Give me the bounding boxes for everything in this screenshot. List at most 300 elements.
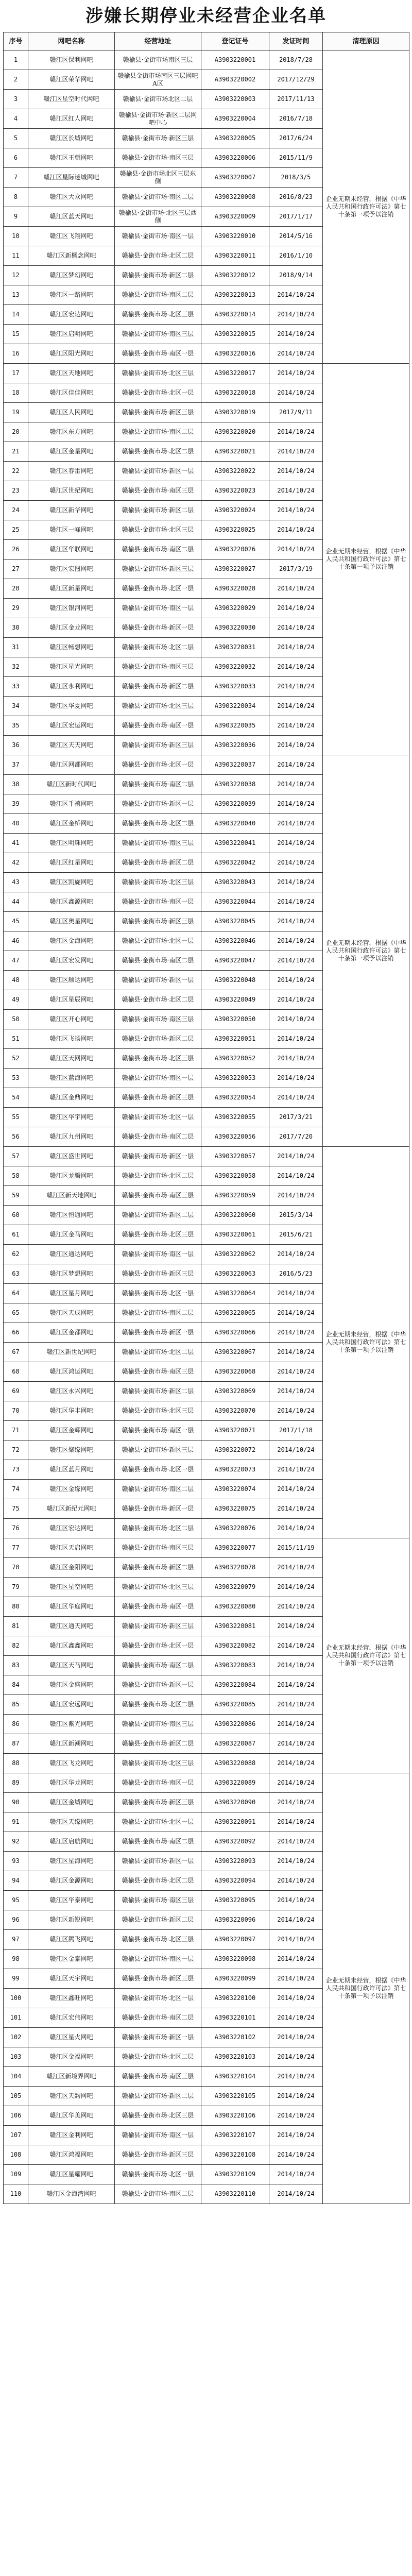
address-cell: 赣榆县·金街市场·北区一层	[115, 931, 201, 951]
row-number-cell: 26	[4, 540, 28, 560]
issue-date-cell: 2014/10/24	[269, 1186, 323, 1206]
issue-date-cell: 2014/10/24	[269, 814, 323, 834]
cafe-name-cell: 赣江区金马网吧	[28, 1225, 115, 1245]
registration-number-cell: A3903220094	[201, 1871, 269, 1891]
address-cell: 赣榆县·金街市场·南区一层	[115, 1773, 201, 1793]
address-cell: 赣榆县·金街市场·南区三层	[115, 1715, 201, 1734]
registration-number-cell: A3903220097	[201, 1930, 269, 1950]
row-number-cell: 96	[4, 1910, 28, 1930]
registration-number-cell: A3903220074	[201, 1480, 269, 1499]
issue-date-cell: 2014/10/24	[269, 1695, 323, 1715]
registration-number-cell: A3903220099	[201, 1969, 269, 1989]
row-number-cell: 56	[4, 1127, 28, 1147]
address-cell: 赣榆县·金街市场·北区三层	[115, 1049, 201, 1069]
row-number-cell: 33	[4, 677, 28, 697]
cafe-name-cell: 赣江区天网网吧	[28, 1049, 115, 1069]
address-cell: 赣榆县·金街市场·北区三层	[115, 1401, 201, 1421]
address-cell: 赣榆县·金街市场·北区二层	[115, 1166, 201, 1186]
address-cell: 赣榆县·金街市场·南区二层	[115, 2184, 201, 2204]
issue-date-cell: 2014/10/24	[269, 501, 323, 520]
registration-number-cell: A3903220061	[201, 1225, 269, 1245]
issue-date-cell: 2014/10/24	[269, 1656, 323, 1675]
registration-number-cell: A3903220109	[201, 2165, 269, 2184]
issue-date-cell: 2014/10/24	[269, 2047, 323, 2067]
row-number-cell: 44	[4, 892, 28, 912]
address-cell: 赣榆县·金街市场北区三层东侧	[115, 168, 201, 188]
cafe-name-cell: 赣江区天韵网吧	[28, 2087, 115, 2106]
issue-date-cell: 2014/10/24	[269, 1519, 323, 1538]
registration-number-cell: A3903220105	[201, 2087, 269, 2106]
registration-number-cell: A3903220078	[201, 1558, 269, 1578]
registration-number-cell: A3903220051	[201, 1029, 269, 1049]
cafe-name-cell: 赣江区金都网吧	[28, 1323, 115, 1343]
row-number-cell: 16	[4, 344, 28, 364]
cafe-name-cell: 赣江区龙腾网吧	[28, 1166, 115, 1186]
cafe-name-cell: 赣江区宏达网吧	[28, 305, 115, 325]
issue-date-cell: 2014/10/24	[269, 971, 323, 990]
row-number-cell: 88	[4, 1754, 28, 1773]
registration-number-cell: A3903220058	[201, 1166, 269, 1186]
registration-number-cell: A3903220025	[201, 520, 269, 540]
registration-number-cell: A3903220071	[201, 1421, 269, 1440]
issue-date-cell: 2014/10/24	[269, 775, 323, 794]
cafe-name-cell: 赣江区金阳网吧	[28, 1558, 115, 1578]
address-cell: 赣榆县·金街市场·南区三层	[115, 1538, 201, 1558]
issue-date-cell: 2014/10/24	[269, 1793, 323, 1812]
address-cell: 赣榆县·金街市场·新区一层	[115, 462, 201, 481]
cafe-name-cell: 赣江区宏达网吧	[28, 1519, 115, 1538]
cafe-name-cell: 赣江区阳光网吧	[28, 344, 115, 364]
issue-date-cell: 2014/10/24	[269, 1303, 323, 1323]
address-cell: 赣榆县·金街市场·北区三层	[115, 697, 201, 716]
issue-date-cell: 2014/10/24	[269, 1480, 323, 1499]
issue-date-cell: 2014/10/24	[269, 383, 323, 403]
row-number-cell: 32	[4, 657, 28, 677]
registration-number-cell: A3903220062	[201, 1245, 269, 1264]
address-cell: 赣榆县·金街市场北区二层	[115, 90, 201, 109]
address-cell: 赣榆县·金街市场·南区三层	[115, 148, 201, 168]
issue-date-cell: 2018/9/14	[269, 266, 323, 285]
address-cell: 赣榆县·金街市场·新区三层	[115, 1264, 201, 1284]
address-cell: 赣榆县·金街市场·南区三层	[115, 1362, 201, 1382]
row-number-cell: 19	[4, 403, 28, 422]
address-cell: 赣榆县·金街市场·新区二层	[115, 1382, 201, 1401]
registration-number-cell: A3903220081	[201, 1617, 269, 1636]
registration-number-cell: A3903220013	[201, 285, 269, 305]
registration-number-cell: A3903220075	[201, 1499, 269, 1519]
issue-date-cell: 2014/10/24	[269, 2008, 323, 2028]
issue-date-cell: 2014/10/24	[269, 853, 323, 873]
address-cell: 赣榆县·金街市场·新区二层	[115, 677, 201, 697]
cafe-name-cell: 赣江区星火网吧	[28, 2028, 115, 2047]
issue-date-cell: 2014/10/24	[269, 618, 323, 638]
address-cell: 赣榆县·金街市场·新区三层	[115, 2145, 201, 2165]
row-number-cell: 76	[4, 1519, 28, 1538]
row-number-cell: 5	[4, 129, 28, 148]
row-number-cell: 107	[4, 2126, 28, 2145]
row-number-cell: 58	[4, 1166, 28, 1186]
address-cell: 赣榆县金街市场南区三层网吧A区	[115, 70, 201, 90]
address-cell: 赣榆县·金街市场·新区三层	[115, 403, 201, 422]
issue-date-cell: 2014/10/24	[269, 1049, 323, 1069]
cafe-name-cell: 赣江区蓝月网吧	[28, 1460, 115, 1480]
row-number-cell: 4	[4, 109, 28, 129]
row-number-cell: 22	[4, 462, 28, 481]
cafe-name-cell: 赣江区宏运网吧	[28, 716, 115, 736]
row-number-cell: 14	[4, 305, 28, 325]
address-cell: 赣榆县·金街市场·南区一层	[115, 599, 201, 618]
registration-number-cell: A3903220028	[201, 579, 269, 599]
cafe-name-cell: 赣江区红星网吧	[28, 853, 115, 873]
registration-number-cell: A3903220012	[201, 266, 269, 285]
row-number-cell: 67	[4, 1343, 28, 1362]
registration-number-cell: A3903220023	[201, 481, 269, 501]
issue-date-cell: 2014/10/24	[269, 834, 323, 853]
issue-date-cell: 2014/10/24	[269, 1930, 323, 1950]
issue-date-cell: 2014/10/24	[269, 1852, 323, 1871]
issue-date-cell: 2014/10/24	[269, 1773, 323, 1793]
registration-number-cell: A3903220092	[201, 1832, 269, 1852]
row-number-cell: 91	[4, 1812, 28, 1832]
registration-number-cell: A3903220079	[201, 1578, 269, 1597]
address-cell: 赣榆县·金街市场·新区二层	[115, 1734, 201, 1754]
address-cell: 赣榆县·金街市场·北区三层	[115, 305, 201, 325]
cafe-name-cell: 赣江区金城网吧	[28, 1793, 115, 1812]
row-number-cell: 35	[4, 716, 28, 736]
cleanup-reason-cell: 企业无期未经营，根据《中华人民共和国行政许可法》第七十条第一项予以注销	[323, 1773, 409, 2204]
address-cell: 赣榆县·金街市场·北区三层	[115, 873, 201, 892]
registration-number-cell: A3903220027	[201, 560, 269, 579]
address-cell: 赣榆县·金街市场·新区三层	[115, 912, 201, 931]
cafe-name-cell: 赣江区宏图网吧	[28, 560, 115, 579]
registration-number-cell: A3903220014	[201, 305, 269, 325]
issue-date-cell: 2014/10/24	[269, 912, 323, 931]
issue-date-cell: 2014/10/24	[269, 599, 323, 618]
cafe-name-cell: 赣江区通天网吧	[28, 1617, 115, 1636]
address-cell: 赣榆县·金街市场·新区二层	[115, 1910, 201, 1930]
registration-number-cell: A3903220048	[201, 971, 269, 990]
cafe-name-cell: 赣江区人民网吧	[28, 403, 115, 422]
cafe-name-cell: 赣江区保利网吧	[28, 50, 115, 70]
address-cell: 赣榆县·金街市场·新区二层	[115, 1029, 201, 1049]
cafe-name-cell: 赣江区恒通网吧	[28, 1206, 115, 1225]
cafe-name-cell: 赣江区九州网吧	[28, 1127, 115, 1147]
registration-number-cell: A3903220015	[201, 325, 269, 344]
address-cell: 赣榆县·金街市场·南区一层	[115, 1069, 201, 1088]
address-cell: 赣榆县·金街市场·南区一层	[115, 1597, 201, 1617]
registration-number-cell: A3903220104	[201, 2067, 269, 2087]
issue-date-cell: 2016/7/18	[269, 109, 323, 129]
issue-date-cell: 2014/10/24	[269, 1558, 323, 1578]
issue-date-cell: 2014/10/24	[269, 1382, 323, 1401]
address-cell: 赣榆县·金街市场·新区一层	[115, 971, 201, 990]
address-cell: 赣榆县·金街市场·南区一层	[115, 344, 201, 364]
row-number-cell: 54	[4, 1088, 28, 1108]
row-number-cell: 39	[4, 794, 28, 814]
address-cell: 赣榆县·金街市场·南区二层	[115, 1127, 201, 1147]
address-cell: 赣榆县·金街市场·新区一层	[115, 2028, 201, 2047]
cafe-name-cell: 赣江区佳佳网吧	[28, 383, 115, 403]
header-cell: 发证时间	[269, 32, 323, 50]
cafe-name-cell: 赣江区华泰网吧	[28, 1891, 115, 1910]
address-cell: 赣榆县·金街市场·南区二层	[115, 1303, 201, 1323]
registration-number-cell: A3903220095	[201, 1891, 269, 1910]
cafe-name-cell: 赣江区新概念网吧	[28, 246, 115, 266]
registration-number-cell: A3903220052	[201, 1049, 269, 1069]
address-cell: 赣榆县·金街市场·北区二层	[115, 1519, 201, 1538]
address-cell: 赣榆县·金街市场·南区三层	[115, 657, 201, 677]
row-number-cell: 109	[4, 2165, 28, 2184]
cafe-name-cell: 赣江区华夏网吧	[28, 697, 115, 716]
registration-number-cell: A3903220087	[201, 1734, 269, 1754]
row-number-cell: 95	[4, 1891, 28, 1910]
row-number-cell: 38	[4, 775, 28, 794]
cafe-name-cell: 赣江区永兴网吧	[28, 1382, 115, 1401]
cafe-name-cell: 赣江区蓝天网吧	[28, 207, 115, 227]
cafe-name-cell: 赣江区蓝海网吧	[28, 1069, 115, 1088]
cleanup-reason-cell: 企业无期未经营，根据《中华人民共和国行政许可法》第七十条第一项予以注销	[323, 755, 409, 1147]
cafe-name-cell: 赣江区鸿福网吧	[28, 2145, 115, 2165]
row-number-cell: 40	[4, 814, 28, 834]
issue-date-cell: 2015/11/9	[269, 148, 323, 168]
row-number-cell: 66	[4, 1323, 28, 1343]
row-number-cell: 98	[4, 1950, 28, 1969]
row-number-cell: 3	[4, 90, 28, 109]
cafe-name-cell: 赣江区华联网吧	[28, 540, 115, 560]
row-number-cell: 77	[4, 1538, 28, 1558]
issue-date-cell: 2014/10/24	[269, 873, 323, 892]
row-number-cell: 51	[4, 1029, 28, 1049]
registration-number-cell: A3903220010	[201, 227, 269, 246]
issue-date-cell: 2014/10/24	[269, 579, 323, 599]
registration-number-cell: A3903220001	[201, 50, 269, 70]
registration-number-cell: A3903220045	[201, 912, 269, 931]
registration-number-cell: A3903220055	[201, 1108, 269, 1127]
issue-date-cell: 2014/10/24	[269, 2087, 323, 2106]
address-cell: 赣榆县·金街市场·新区三层	[115, 1969, 201, 1989]
cafe-name-cell: 赣江区华丰网吧	[28, 1401, 115, 1421]
cafe-name-cell: 赣江区星光网吧	[28, 657, 115, 677]
address-cell: 赣榆县·金街市场·新区二层	[115, 853, 201, 873]
issue-date-cell: 2014/10/24	[269, 442, 323, 462]
address-cell: 赣榆县·金街市场·南区三层	[115, 481, 201, 501]
registration-number-cell: A3903220102	[201, 2028, 269, 2047]
row-number-cell: 29	[4, 599, 28, 618]
issue-date-cell: 2014/10/24	[269, 1871, 323, 1891]
cafe-name-cell: 赣江区腾飞网吧	[28, 1930, 115, 1950]
registration-number-cell: A3903220090	[201, 1793, 269, 1812]
address-cell: 赣榆县·金街市场·新区三层	[115, 1617, 201, 1636]
issue-date-cell: 2014/10/24	[269, 1597, 323, 1617]
registration-number-cell: A3903220007	[201, 168, 269, 188]
address-cell: 赣榆县·金街市场·北区三层	[115, 1578, 201, 1597]
address-cell: 赣榆县·金街市场·北区三层	[115, 1225, 201, 1245]
address-cell: 赣榆县·金街市场·南区三层	[115, 1010, 201, 1029]
cafe-name-cell: 赣江区聚缘网吧	[28, 1440, 115, 1460]
cafe-name-cell: 赣江区天启网吧	[28, 1538, 115, 1558]
row-number-cell: 81	[4, 1617, 28, 1636]
cafe-name-cell: 赣江区宏发网吧	[28, 951, 115, 971]
address-cell: 赣榆县·金街市场·南区一层	[115, 716, 201, 736]
row-number-cell: 74	[4, 1480, 28, 1499]
cafe-name-cell: 赣江区宏远网吧	[28, 1695, 115, 1715]
issue-date-cell: 2014/10/24	[269, 481, 323, 501]
registration-number-cell: A3903220042	[201, 853, 269, 873]
address-cell: 赣榆县·金街市场·南区二层	[115, 188, 201, 207]
row-number-cell: 105	[4, 2087, 28, 2106]
address-cell: 赣榆县·金街市场南区三层	[115, 50, 201, 70]
issue-date-cell: 2014/10/24	[269, 1950, 323, 1969]
address-cell: 赣榆县·金街市场·北区三层	[115, 364, 201, 383]
cafe-name-cell: 赣江区紫光网吧	[28, 1715, 115, 1734]
cafe-name-cell: 赣江区世纪网吧	[28, 481, 115, 501]
address-cell: 赣榆县·金街市场·北区一层	[115, 755, 201, 775]
address-cell: 赣榆县·金街市场·北区三层	[115, 2106, 201, 2126]
row-number-cell: 63	[4, 1264, 28, 1284]
cafe-name-cell: 赣江区荣华网吧	[28, 70, 115, 90]
cafe-name-cell: 赣江区鑫旺网吧	[28, 1989, 115, 2008]
issue-date-cell: 2014/10/24	[269, 1460, 323, 1480]
cafe-name-cell: 赣江区盛世网吧	[28, 1147, 115, 1166]
row-number-cell: 42	[4, 853, 28, 873]
registration-number-cell: A3903220068	[201, 1362, 269, 1382]
cafe-name-cell: 赣江区新锐网吧	[28, 1910, 115, 1930]
issue-date-cell: 2015/3/14	[269, 1206, 323, 1225]
cafe-name-cell: 赣江区一峰网吧	[28, 520, 115, 540]
row-number-cell: 11	[4, 246, 28, 266]
address-cell: 赣榆县·金街市场·南区二层	[115, 1480, 201, 1499]
issue-date-cell: 2014/10/24	[269, 2067, 323, 2087]
address-cell: 赣榆县·金街市场·新区一层	[115, 618, 201, 638]
row-number-cell: 15	[4, 325, 28, 344]
address-cell: 赣榆县·金街市场·北区二层	[115, 1871, 201, 1891]
cafe-name-cell: 赣江区金海湾网吧	[28, 2184, 115, 2204]
row-number-cell: 17	[4, 364, 28, 383]
registration-number-cell: A3903220024	[201, 501, 269, 520]
table-row	[4, 1147, 409, 1166]
issue-date-cell: 2014/10/24	[269, 697, 323, 716]
issue-date-cell: 2014/10/24	[269, 1088, 323, 1108]
cafe-name-cell: 赣江区天成网吧	[28, 1303, 115, 1323]
registration-number-cell: A3903220054	[201, 1088, 269, 1108]
row-number-cell: 25	[4, 520, 28, 540]
row-number-cell: 28	[4, 579, 28, 599]
cafe-name-cell: 赣江区王朝网吧	[28, 148, 115, 168]
address-cell: 赣榆县·金街市场·南区三层	[115, 1186, 201, 1206]
issue-date-cell: 2014/10/24	[269, 1284, 323, 1303]
address-cell: 赣榆县·金街市场·北区三层西侧	[115, 207, 201, 227]
issue-date-cell: 2014/10/24	[269, 1401, 323, 1421]
cafe-name-cell: 赣江区奥星网吧	[28, 912, 115, 931]
registration-number-cell: A3903220063	[201, 1264, 269, 1284]
cafe-name-cell: 赣江区开心网吧	[28, 1010, 115, 1029]
row-number-cell: 97	[4, 1930, 28, 1950]
row-number-cell: 79	[4, 1578, 28, 1597]
address-cell: 赣榆县·金街市场·新区一层	[115, 1499, 201, 1519]
cafe-name-cell: 赣江区金源网吧	[28, 1871, 115, 1891]
address-cell: 赣榆县·金街市场·北区三层	[115, 1930, 201, 1950]
registration-number-cell: A3903220008	[201, 188, 269, 207]
table-row	[4, 50, 409, 70]
address-cell: 赣榆县·金街市场·北区一层	[115, 1108, 201, 1127]
issue-date-cell: 2014/10/24	[269, 1499, 323, 1519]
address-cell: 赣榆县·金街市场·南区一层	[115, 1950, 201, 1969]
cafe-name-cell: 赣江区天马网吧	[28, 1656, 115, 1675]
row-number-cell: 8	[4, 188, 28, 207]
cafe-name-cell: 赣江区星际迷城网吧	[28, 168, 115, 188]
row-number-cell: 47	[4, 951, 28, 971]
row-number-cell: 18	[4, 383, 28, 403]
cafe-name-cell: 赣江区天宇网吧	[28, 1969, 115, 1989]
cleanup-reason-cell: 企业无期未经营，根据《中华人民共和国行政许可法》第七十条第一项予以注销	[323, 50, 409, 364]
registration-number-cell: A3903220022	[201, 462, 269, 481]
registration-number-cell: A3903220047	[201, 951, 269, 971]
row-number-cell: 86	[4, 1715, 28, 1734]
registration-number-cell: A3903220044	[201, 892, 269, 912]
cafe-name-cell: 赣江区新星网吧	[28, 579, 115, 599]
registration-number-cell: A3903220026	[201, 540, 269, 560]
issue-date-cell: 2014/10/24	[269, 285, 323, 305]
cafe-name-cell: 赣江区星辰网吧	[28, 990, 115, 1010]
issue-date-cell: 2014/10/24	[269, 344, 323, 364]
issue-date-cell: 2014/10/24	[269, 1989, 323, 2008]
row-number-cell: 101	[4, 2008, 28, 2028]
issue-date-cell: 2016/1/10	[269, 246, 323, 266]
address-cell: 赣榆县·金街市场·北区二层	[115, 2047, 201, 2067]
cafe-name-cell: 赣江区一路网吧	[28, 285, 115, 305]
cafe-name-cell: 赣江区华庭网吧	[28, 1597, 115, 1617]
issue-date-cell: 2014/10/24	[269, 1010, 323, 1029]
row-number-cell: 78	[4, 1558, 28, 1578]
address-cell: 赣榆县·金街市场·南区一层	[115, 1421, 201, 1440]
address-cell: 赣榆县·金街市场·新区二层	[115, 501, 201, 520]
registration-number-cell: A3903220046	[201, 931, 269, 951]
cafe-name-cell: 赣江区网都网吧	[28, 755, 115, 775]
header-cell: 清理原因	[323, 32, 409, 50]
registration-number-cell: A3903220003	[201, 90, 269, 109]
registration-number-cell: A3903220043	[201, 873, 269, 892]
cafe-name-cell: 赣江区新天地网吧	[28, 1186, 115, 1206]
cafe-name-cell: 赣江区星耀网吧	[28, 2165, 115, 2184]
registration-number-cell: A3903220069	[201, 1382, 269, 1401]
row-number-cell: 7	[4, 168, 28, 188]
registration-number-cell: A3903220077	[201, 1538, 269, 1558]
issue-date-cell: 2014/10/24	[269, 1343, 323, 1362]
address-cell: 赣榆县·金街市场·南区二层	[115, 422, 201, 442]
row-number-cell: 85	[4, 1695, 28, 1715]
address-cell: 赣榆县·金街市场·北区二层	[115, 638, 201, 657]
issue-date-cell: 2014/10/24	[269, 2126, 323, 2145]
issue-date-cell: 2014/10/24	[269, 1675, 323, 1695]
registration-number-cell: A3903220031	[201, 638, 269, 657]
issue-date-cell: 2014/10/24	[269, 1029, 323, 1049]
row-number-cell: 21	[4, 442, 28, 462]
registration-number-cell: A3903220040	[201, 814, 269, 834]
registration-number-cell: A3903220064	[201, 1284, 269, 1303]
registration-number-cell: A3903220006	[201, 148, 269, 168]
row-number-cell: 10	[4, 227, 28, 246]
table-row	[4, 1773, 409, 1793]
registration-number-cell: A3903220080	[201, 1597, 269, 1617]
registration-number-cell: A3903220072	[201, 1440, 269, 1460]
address-cell: 赣榆县·金街市场·北区一层	[115, 1989, 201, 2008]
registration-number-cell: A3903220070	[201, 1401, 269, 1421]
cafe-name-cell: 赣江区飞翔网吧	[28, 227, 115, 246]
cafe-name-cell: 赣江区鑫鑫网吧	[28, 1636, 115, 1656]
row-number-cell: 61	[4, 1225, 28, 1245]
address-cell: 赣榆县·金街市场·南区二层	[115, 2008, 201, 2028]
issue-date-cell: 2014/10/24	[269, 364, 323, 383]
